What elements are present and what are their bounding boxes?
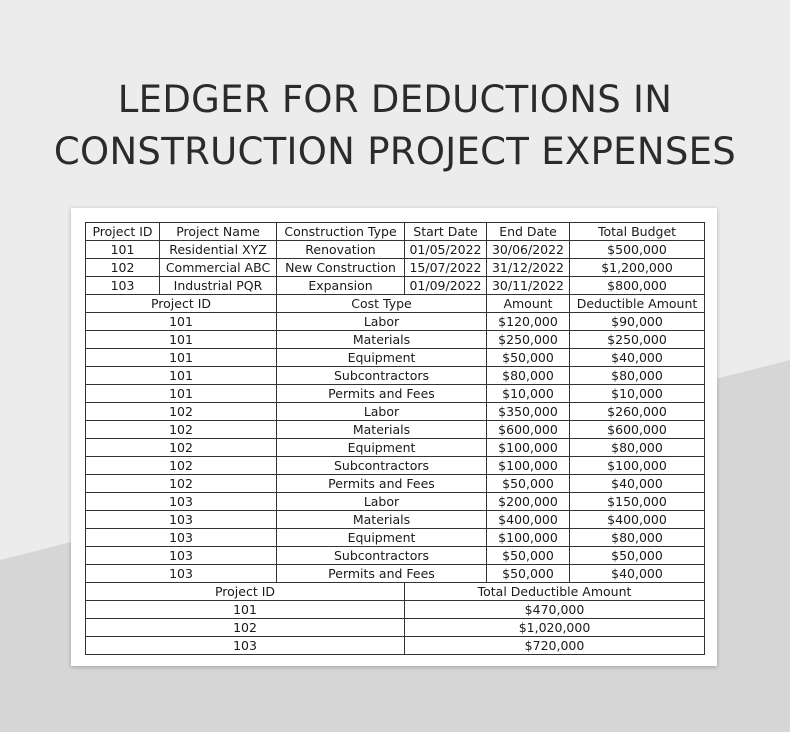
end-date-header: End Date: [487, 223, 570, 241]
end-date-cell: 30/11/2022: [487, 277, 570, 295]
deductible-amount-cell: $10,000: [570, 385, 705, 403]
cost-type-cell: Subcontractors: [277, 547, 487, 565]
ledger-table: [85, 222, 705, 655]
cost-amount-cell: $600,000: [487, 421, 570, 439]
deductible-amount-cell: $50,000: [570, 547, 705, 565]
cost-type-header: Cost Type: [277, 295, 487, 313]
costs-row: [86, 547, 705, 565]
projects-header-row: [86, 223, 705, 241]
deductible-amount-cell: $40,000: [570, 565, 705, 583]
cost-amount-cell: $50,000: [487, 349, 570, 367]
end-date-cell: 30/06/2022: [487, 241, 570, 259]
costs-row: [86, 421, 705, 439]
cost-amount-cell: $120,000: [487, 313, 570, 331]
deductible-amount-cell: $40,000: [570, 475, 705, 493]
total-deductible-amount-header: Total Deductible Amount: [405, 583, 705, 601]
costs-row: [86, 493, 705, 511]
cost-amount-cell: $250,000: [487, 331, 570, 349]
cost-type-cell: Permits and Fees: [277, 565, 487, 583]
deductible-amount-cell: $250,000: [570, 331, 705, 349]
project-name-cell: Industrial PQR: [160, 277, 277, 295]
total-project-id-cell: 101: [86, 601, 405, 619]
construction-type-cell: Expansion: [277, 277, 405, 295]
cost-project-id-cell: 103: [86, 493, 277, 511]
deductible-amount-cell: $260,000: [570, 403, 705, 421]
costs-row: [86, 313, 705, 331]
project-id-header: Project ID: [86, 223, 160, 241]
total-project-id-cell: 102: [86, 619, 405, 637]
total-deductible-amount-cell: $1,020,000: [405, 619, 705, 637]
cost-amount-cell: $50,000: [487, 475, 570, 493]
costs-row: [86, 475, 705, 493]
cost-amount-cell: $80,000: [487, 367, 570, 385]
cost-type-cell: Labor: [277, 313, 487, 331]
cost-project-id-cell: 101: [86, 385, 277, 403]
cost-type-cell: Permits and Fees: [277, 385, 487, 403]
cost-type-cell: Subcontractors: [277, 367, 487, 385]
cost-amount-cell: $100,000: [487, 439, 570, 457]
projects-row: [86, 277, 705, 295]
cost-project-id-cell: 103: [86, 511, 277, 529]
total-project-id-cell: 103: [86, 637, 405, 655]
end-date-cell: 31/12/2022: [487, 259, 570, 277]
cost-project-id-cell: 103: [86, 547, 277, 565]
cost-project-id-cell: 102: [86, 439, 277, 457]
cost-project-id-cell: 101: [86, 349, 277, 367]
total-budget-header: Total Budget: [570, 223, 705, 241]
deductible-amount-cell: $80,000: [570, 529, 705, 547]
cost-project-id-cell: 101: [86, 313, 277, 331]
cost-type-cell: Labor: [277, 493, 487, 511]
project-name-cell: Commercial ABC: [160, 259, 277, 277]
deductible-amount-cell: $400,000: [570, 511, 705, 529]
cost-type-cell: Permits and Fees: [277, 475, 487, 493]
total-deductible-amount-cell: $470,000: [405, 601, 705, 619]
construction-type-cell: New Construction: [277, 259, 405, 277]
project-id-cell: 102: [86, 259, 160, 277]
project-name-cell: Residential XYZ: [160, 241, 277, 259]
start-date-cell: 15/07/2022: [405, 259, 487, 277]
totals-row: [86, 601, 705, 619]
project-id-cell: 103: [86, 277, 160, 295]
cost-amount-cell: $200,000: [487, 493, 570, 511]
cost-project-id-cell: 102: [86, 403, 277, 421]
deductible-amount-cell: $100,000: [570, 457, 705, 475]
construction-type-cell: Renovation: [277, 241, 405, 259]
totals-header-row: [86, 583, 705, 601]
total-deductible-amount-cell: $720,000: [405, 637, 705, 655]
start-date-cell: 01/09/2022: [405, 277, 487, 295]
cost-amount-cell: $10,000: [487, 385, 570, 403]
cost-amount-cell: $50,000: [487, 565, 570, 583]
deductible-amount-cell: $40,000: [570, 349, 705, 367]
cost-amount-cell: $100,000: [487, 457, 570, 475]
deductible-amount-cell: $600,000: [570, 421, 705, 439]
ledger-table-body: [86, 223, 705, 655]
totals-row: [86, 637, 705, 655]
page-title-line-2: CONSTRUCTION PROJECT EXPENSES: [53, 130, 737, 173]
cost-project-id-cell: 102: [86, 457, 277, 475]
project-name-header: Project Name: [160, 223, 277, 241]
cost-type-cell: Materials: [277, 511, 487, 529]
total-budget-cell: $800,000: [570, 277, 705, 295]
costs-row: [86, 439, 705, 457]
costs-row: [86, 331, 705, 349]
cost-project-id-cell: 101: [86, 367, 277, 385]
deductible-amount-cell: $80,000: [570, 367, 705, 385]
costs-header-row: [86, 295, 705, 313]
cost-project-id-header: Project ID: [86, 295, 277, 313]
cost-type-cell: Equipment: [277, 529, 487, 547]
cost-type-cell: Subcontractors: [277, 457, 487, 475]
costs-row: [86, 565, 705, 583]
costs-row: [86, 349, 705, 367]
cost-type-cell: Equipment: [277, 439, 487, 457]
ledger-sheet: [71, 208, 717, 666]
cost-project-id-cell: 101: [86, 331, 277, 349]
costs-row: [86, 367, 705, 385]
cost-project-id-cell: 102: [86, 421, 277, 439]
cost-type-cell: Materials: [277, 331, 487, 349]
project-id-cell: 101: [86, 241, 160, 259]
cost-amount-cell: $400,000: [487, 511, 570, 529]
total-project-id-header: Project ID: [86, 583, 405, 601]
costs-row: [86, 403, 705, 421]
deductible-amount-cell: $90,000: [570, 313, 705, 331]
cost-amount-header: Amount: [487, 295, 570, 313]
totals-row: [86, 619, 705, 637]
costs-row: [86, 457, 705, 475]
cost-project-id-cell: 102: [86, 475, 277, 493]
cost-amount-cell: $50,000: [487, 547, 570, 565]
page-title-line-1: LEDGER FOR DEDUCTIONS IN: [117, 78, 673, 121]
cost-type-cell: Materials: [277, 421, 487, 439]
start-date-header: Start Date: [405, 223, 487, 241]
projects-row: [86, 241, 705, 259]
construction-type-header: Construction Type: [277, 223, 405, 241]
total-budget-cell: $1,200,000: [570, 259, 705, 277]
cost-project-id-cell: 103: [86, 529, 277, 547]
page-title: [0, 74, 790, 178]
cost-amount-cell: $350,000: [487, 403, 570, 421]
costs-row: [86, 385, 705, 403]
costs-row: [86, 511, 705, 529]
costs-row: [86, 529, 705, 547]
deductible-amount-cell: $150,000: [570, 493, 705, 511]
total-budget-cell: $500,000: [570, 241, 705, 259]
projects-row: [86, 259, 705, 277]
start-date-cell: 01/05/2022: [405, 241, 487, 259]
cost-amount-cell: $100,000: [487, 529, 570, 547]
cost-type-cell: Labor: [277, 403, 487, 421]
cost-type-cell: Equipment: [277, 349, 487, 367]
deductible-amount-cell: $80,000: [570, 439, 705, 457]
cost-project-id-cell: 103: [86, 565, 277, 583]
deductible-amount-header: Deductible Amount: [570, 295, 705, 313]
